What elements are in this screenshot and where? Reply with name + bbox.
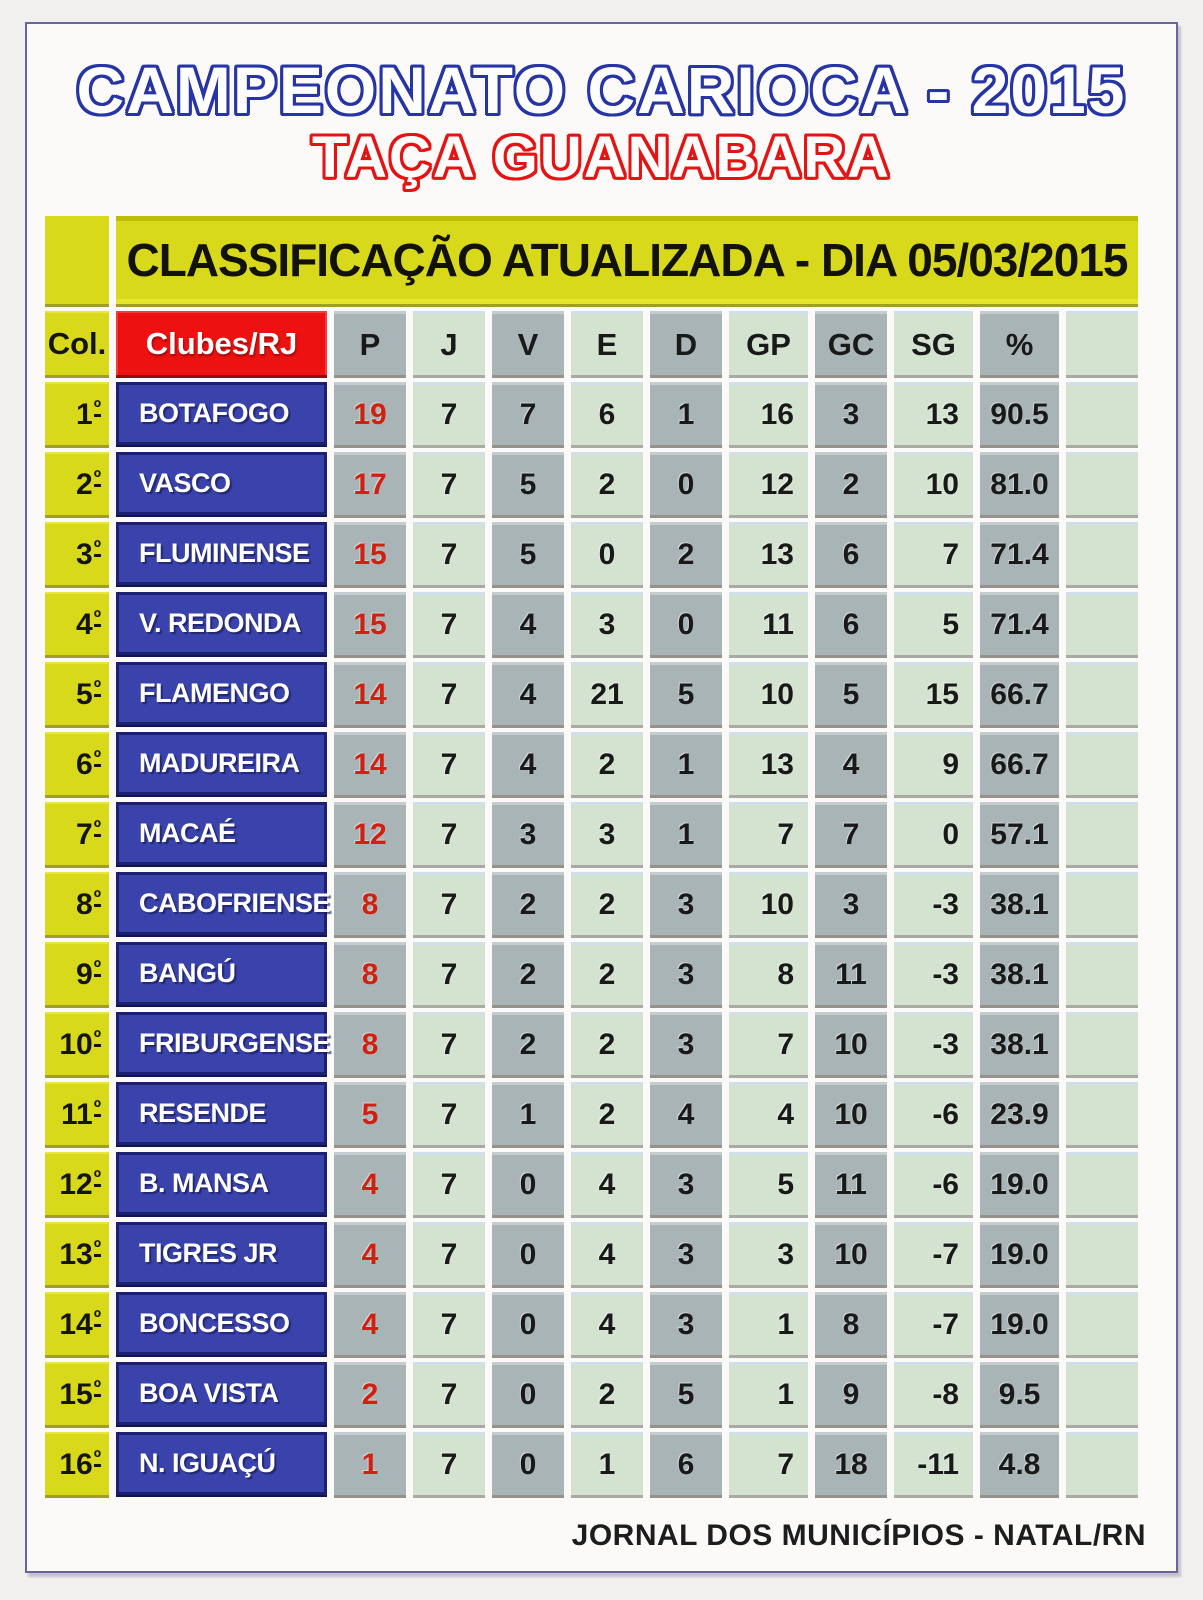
position-cell <box>45 662 109 725</box>
wins-cell: 0 <box>492 1222 564 1285</box>
draws-cell: 21 <box>571 662 643 725</box>
draws-cell: 1 <box>571 1432 643 1495</box>
ordinal-suffix: º <box>93 746 101 769</box>
wins-cell: 2 <box>492 1012 564 1075</box>
empty-cell <box>1066 1362 1138 1425</box>
goals-against-cell: 10 <box>815 1222 887 1285</box>
club-cell: FRIBURGENSE <box>116 1012 327 1075</box>
position-number: 8 <box>76 887 93 921</box>
points-cell: 8 <box>334 942 406 1005</box>
losses-cell: 3 <box>650 872 722 935</box>
goal-diff-cell: -3 <box>894 872 973 935</box>
draws-cell: 2 <box>571 1362 643 1425</box>
ordinal-suffix: º <box>93 816 101 839</box>
games-cell: 7 <box>413 592 485 655</box>
goal-diff-cell: 9 <box>894 732 973 795</box>
goals-against-cell: 8 <box>815 1292 887 1355</box>
empty-cell <box>1066 1222 1138 1285</box>
position-cell <box>45 1082 109 1145</box>
position-number: 4 <box>76 607 93 641</box>
draws-cell: 3 <box>571 802 643 865</box>
column-header-v: V <box>492 311 564 375</box>
position-cell <box>45 732 109 795</box>
club-cell: N. IGUAÇÚ <box>116 1432 327 1495</box>
standings-table <box>45 216 1138 1495</box>
percentage-cell: 90.5 <box>980 382 1059 445</box>
position-number: 14 <box>59 1307 93 1341</box>
points-cell: 19 <box>334 382 406 445</box>
column-header-club: Clubes/RJ <box>116 311 327 375</box>
ordinal-suffix: º <box>93 606 101 629</box>
ordinal-suffix: º <box>93 1026 101 1049</box>
draws-cell: 0 <box>571 522 643 585</box>
club-cell: FLUMINENSE <box>116 522 327 585</box>
empty-cell <box>1066 872 1138 935</box>
content-frame <box>25 22 1178 1573</box>
goals-for-cell: 11 <box>729 592 808 655</box>
goal-diff-cell: -8 <box>894 1362 973 1425</box>
points-cell: 8 <box>334 1012 406 1075</box>
points-cell: 5 <box>334 1082 406 1145</box>
goals-against-cell: 3 <box>815 872 887 935</box>
points-cell: 12 <box>334 802 406 865</box>
losses-cell: 0 <box>650 452 722 515</box>
position-cell <box>45 452 109 515</box>
position-cell <box>45 382 109 445</box>
losses-cell: 3 <box>650 1292 722 1355</box>
losses-cell: 5 <box>650 1362 722 1425</box>
goals-against-cell: 6 <box>815 592 887 655</box>
percentage-cell: 38.1 <box>980 942 1059 1005</box>
ordinal-suffix: º <box>93 396 101 419</box>
empty-cell <box>1066 1152 1138 1215</box>
points-cell: 15 <box>334 592 406 655</box>
club-cell: V. REDONDA <box>116 592 327 655</box>
column-header-j: J <box>413 311 485 375</box>
percentage-cell: 57.1 <box>980 802 1059 865</box>
position-cell <box>45 872 109 935</box>
percentage-cell: 19.0 <box>980 1222 1059 1285</box>
goals-for-cell: 13 <box>729 522 808 585</box>
goals-against-cell: 7 <box>815 802 887 865</box>
goals-for-cell: 4 <box>729 1082 808 1145</box>
club-cell: RESENDE <box>116 1082 327 1145</box>
position-cell <box>45 1152 109 1215</box>
position-number: 2 <box>76 467 93 501</box>
losses-cell: 3 <box>650 942 722 1005</box>
percentage-cell: 66.7 <box>980 662 1059 725</box>
losses-cell: 1 <box>650 802 722 865</box>
losses-cell: 3 <box>650 1012 722 1075</box>
goals-against-cell: 11 <box>815 1152 887 1215</box>
position-number: 13 <box>59 1237 93 1271</box>
ordinal-suffix: º <box>93 536 101 559</box>
empty-cell <box>1066 802 1138 865</box>
points-cell: 14 <box>334 662 406 725</box>
draws-cell: 4 <box>571 1222 643 1285</box>
percentage-cell: 81.0 <box>980 452 1059 515</box>
page-subtitle: TAÇA GUANABARA <box>312 125 891 190</box>
percentage-cell: 38.1 <box>980 1012 1059 1075</box>
empty-cell <box>1066 592 1138 655</box>
draws-cell: 6 <box>571 382 643 445</box>
table-title-left-block <box>45 216 109 304</box>
goal-diff-cell: 15 <box>894 662 973 725</box>
column-header-p: P <box>334 311 406 375</box>
percentage-cell: 71.4 <box>980 522 1059 585</box>
percentage-cell: 38.1 <box>980 872 1059 935</box>
percentage-cell: 19.0 <box>980 1152 1059 1215</box>
position-number: 10 <box>59 1027 93 1061</box>
position-cell <box>45 1432 109 1495</box>
empty-cell <box>1066 662 1138 725</box>
points-cell: 15 <box>334 522 406 585</box>
goals-against-cell: 3 <box>815 382 887 445</box>
empty-cell <box>1066 1012 1138 1075</box>
goals-for-cell: 1 <box>729 1292 808 1355</box>
goals-against-cell: 18 <box>815 1432 887 1495</box>
club-cell: BOTAFOGO <box>116 382 327 445</box>
percentage-cell: 66.7 <box>980 732 1059 795</box>
empty-cell <box>1066 382 1138 445</box>
position-number: 15 <box>59 1377 93 1411</box>
losses-cell: 3 <box>650 1222 722 1285</box>
goals-against-cell: 2 <box>815 452 887 515</box>
column-header-gc: GC <box>815 311 887 375</box>
goal-diff-cell: 13 <box>894 382 973 445</box>
goal-diff-cell: 10 <box>894 452 973 515</box>
footer-credit: JORNAL DOS MUNICÍPIOS - NATAL/RN <box>571 1519 1146 1552</box>
empty-cell <box>1066 452 1138 515</box>
page-title: CAMPEONATO CARIOCA - 2015 <box>76 53 1127 127</box>
points-cell: 4 <box>334 1222 406 1285</box>
draws-cell: 2 <box>571 1082 643 1145</box>
wins-cell: 4 <box>492 662 564 725</box>
goal-diff-cell: -6 <box>894 1082 973 1145</box>
empty-cell <box>1066 1432 1138 1495</box>
position-cell <box>45 802 109 865</box>
losses-cell: 5 <box>650 662 722 725</box>
wins-cell: 3 <box>492 802 564 865</box>
position-number: 9 <box>76 957 93 991</box>
position-cell <box>45 522 109 585</box>
goals-against-cell: 10 <box>815 1012 887 1075</box>
empty-cell <box>1066 1082 1138 1145</box>
table-title: CLASSIFICAÇÃO ATUALIZADA - DIA 05/03/2015 <box>116 216 1138 304</box>
ordinal-suffix: º <box>93 886 101 909</box>
ordinal-suffix: º <box>93 1236 101 1259</box>
goals-for-cell: 12 <box>729 452 808 515</box>
ordinal-suffix: º <box>93 1166 101 1189</box>
empty-cell <box>1066 522 1138 585</box>
club-cell: MADUREIRA <box>116 732 327 795</box>
losses-cell: 3 <box>650 1152 722 1215</box>
club-cell: BOA VISTA <box>116 1362 327 1425</box>
wins-cell: 5 <box>492 452 564 515</box>
games-cell: 7 <box>413 382 485 445</box>
points-cell: 4 <box>334 1152 406 1215</box>
column-header-gp: GP <box>729 311 808 375</box>
goals-for-cell: 10 <box>729 872 808 935</box>
wins-cell: 0 <box>492 1362 564 1425</box>
position-number: 16 <box>59 1447 93 1481</box>
wins-cell: 4 <box>492 732 564 795</box>
column-header-empty <box>1066 311 1138 375</box>
goals-for-cell: 1 <box>729 1362 808 1425</box>
points-cell: 8 <box>334 872 406 935</box>
goals-for-cell: 13 <box>729 732 808 795</box>
empty-cell <box>1066 1292 1138 1355</box>
position-number: 5 <box>76 677 93 711</box>
points-cell: 17 <box>334 452 406 515</box>
goals-against-cell: 4 <box>815 732 887 795</box>
ordinal-suffix: º <box>93 466 101 489</box>
goals-against-cell: 5 <box>815 662 887 725</box>
club-cell: B. MANSA <box>116 1152 327 1215</box>
draws-cell: 2 <box>571 452 643 515</box>
percentage-cell: 19.0 <box>980 1292 1059 1355</box>
games-cell: 7 <box>413 1082 485 1145</box>
draws-cell: 3 <box>571 592 643 655</box>
column-header-pct: % <box>980 311 1059 375</box>
goals-against-cell: 6 <box>815 522 887 585</box>
goal-diff-cell: 5 <box>894 592 973 655</box>
draws-cell: 2 <box>571 942 643 1005</box>
points-cell: 2 <box>334 1362 406 1425</box>
goals-against-cell: 9 <box>815 1362 887 1425</box>
percentage-cell: 23.9 <box>980 1082 1059 1145</box>
position-number: 3 <box>76 537 93 571</box>
losses-cell: 1 <box>650 732 722 795</box>
club-cell: CABOFRIENSE <box>116 872 327 935</box>
empty-cell <box>1066 942 1138 1005</box>
goal-diff-cell: -7 <box>894 1292 973 1355</box>
position-number: 7 <box>76 817 93 851</box>
draws-cell: 4 <box>571 1292 643 1355</box>
position-cell <box>45 1222 109 1285</box>
goal-diff-cell: -3 <box>894 1012 973 1075</box>
ordinal-suffix: º <box>93 1376 101 1399</box>
games-cell: 7 <box>413 1292 485 1355</box>
ordinal-suffix: º <box>93 1306 101 1329</box>
goals-for-cell: 10 <box>729 662 808 725</box>
goals-against-cell: 10 <box>815 1082 887 1145</box>
position-number: 6 <box>76 747 93 781</box>
club-cell: TIGRES JR <box>116 1222 327 1285</box>
position-cell <box>45 592 109 655</box>
column-header-d: D <box>650 311 722 375</box>
goals-for-cell: 3 <box>729 1222 808 1285</box>
games-cell: 7 <box>413 1222 485 1285</box>
games-cell: 7 <box>413 942 485 1005</box>
goal-diff-cell: -3 <box>894 942 973 1005</box>
column-header-position: Col. <box>45 311 109 375</box>
column-header-e: E <box>571 311 643 375</box>
position-number: 1 <box>76 397 93 431</box>
goals-for-cell: 7 <box>729 1432 808 1495</box>
club-cell: BONCESSO <box>116 1292 327 1355</box>
wins-cell: 0 <box>492 1292 564 1355</box>
wins-cell: 7 <box>492 382 564 445</box>
ordinal-suffix: º <box>93 956 101 979</box>
club-cell: MACAÉ <box>116 802 327 865</box>
games-cell: 7 <box>413 1152 485 1215</box>
goals-for-cell: 7 <box>729 1012 808 1075</box>
ordinal-suffix: º <box>93 676 101 699</box>
goals-for-cell: 8 <box>729 942 808 1005</box>
points-cell: 14 <box>334 732 406 795</box>
games-cell: 7 <box>413 802 485 865</box>
games-cell: 7 <box>413 522 485 585</box>
club-cell: BANGÚ <box>116 942 327 1005</box>
losses-cell: 2 <box>650 522 722 585</box>
percentage-cell: 71.4 <box>980 592 1059 655</box>
wins-cell: 0 <box>492 1432 564 1495</box>
percentage-cell: 4.8 <box>980 1432 1059 1495</box>
goal-diff-cell: -11 <box>894 1432 973 1495</box>
goal-diff-cell: -6 <box>894 1152 973 1215</box>
losses-cell: 4 <box>650 1082 722 1145</box>
position-number: 11 <box>60 1097 93 1131</box>
goals-for-cell: 7 <box>729 802 808 865</box>
goal-diff-cell: 0 <box>894 802 973 865</box>
position-cell <box>45 1362 109 1425</box>
wins-cell: 0 <box>492 1152 564 1215</box>
percentage-cell: 9.5 <box>980 1362 1059 1425</box>
ordinal-suffix: º <box>93 1096 101 1119</box>
position-cell <box>45 942 109 1005</box>
points-cell: 4 <box>334 1292 406 1355</box>
points-cell: 1 <box>334 1432 406 1495</box>
goal-diff-cell: -7 <box>894 1222 973 1285</box>
goals-for-cell: 5 <box>729 1152 808 1215</box>
games-cell: 7 <box>413 1012 485 1075</box>
games-cell: 7 <box>413 1362 485 1425</box>
position-number: 12 <box>59 1167 93 1201</box>
losses-cell: 1 <box>650 382 722 445</box>
losses-cell: 0 <box>650 592 722 655</box>
draws-cell: 4 <box>571 1152 643 1215</box>
games-cell: 7 <box>413 662 485 725</box>
position-cell <box>45 1012 109 1075</box>
draws-cell: 2 <box>571 1012 643 1075</box>
club-cell: VASCO <box>116 452 327 515</box>
goals-for-cell: 16 <box>729 382 808 445</box>
wins-cell: 5 <box>492 522 564 585</box>
wins-cell: 2 <box>492 942 564 1005</box>
empty-cell <box>1066 732 1138 795</box>
losses-cell: 6 <box>650 1432 722 1495</box>
games-cell: 7 <box>413 452 485 515</box>
goals-against-cell: 11 <box>815 942 887 1005</box>
wins-cell: 2 <box>492 872 564 935</box>
goal-diff-cell: 7 <box>894 522 973 585</box>
wins-cell: 4 <box>492 592 564 655</box>
draws-cell: 2 <box>571 872 643 935</box>
club-cell: FLAMENGO <box>116 662 327 725</box>
ordinal-suffix: º <box>93 1446 101 1469</box>
games-cell: 7 <box>413 872 485 935</box>
column-header-sg: SG <box>894 311 973 375</box>
draws-cell: 2 <box>571 732 643 795</box>
games-cell: 7 <box>413 732 485 795</box>
wins-cell: 1 <box>492 1082 564 1145</box>
position-cell <box>45 1292 109 1355</box>
games-cell: 7 <box>413 1432 485 1495</box>
